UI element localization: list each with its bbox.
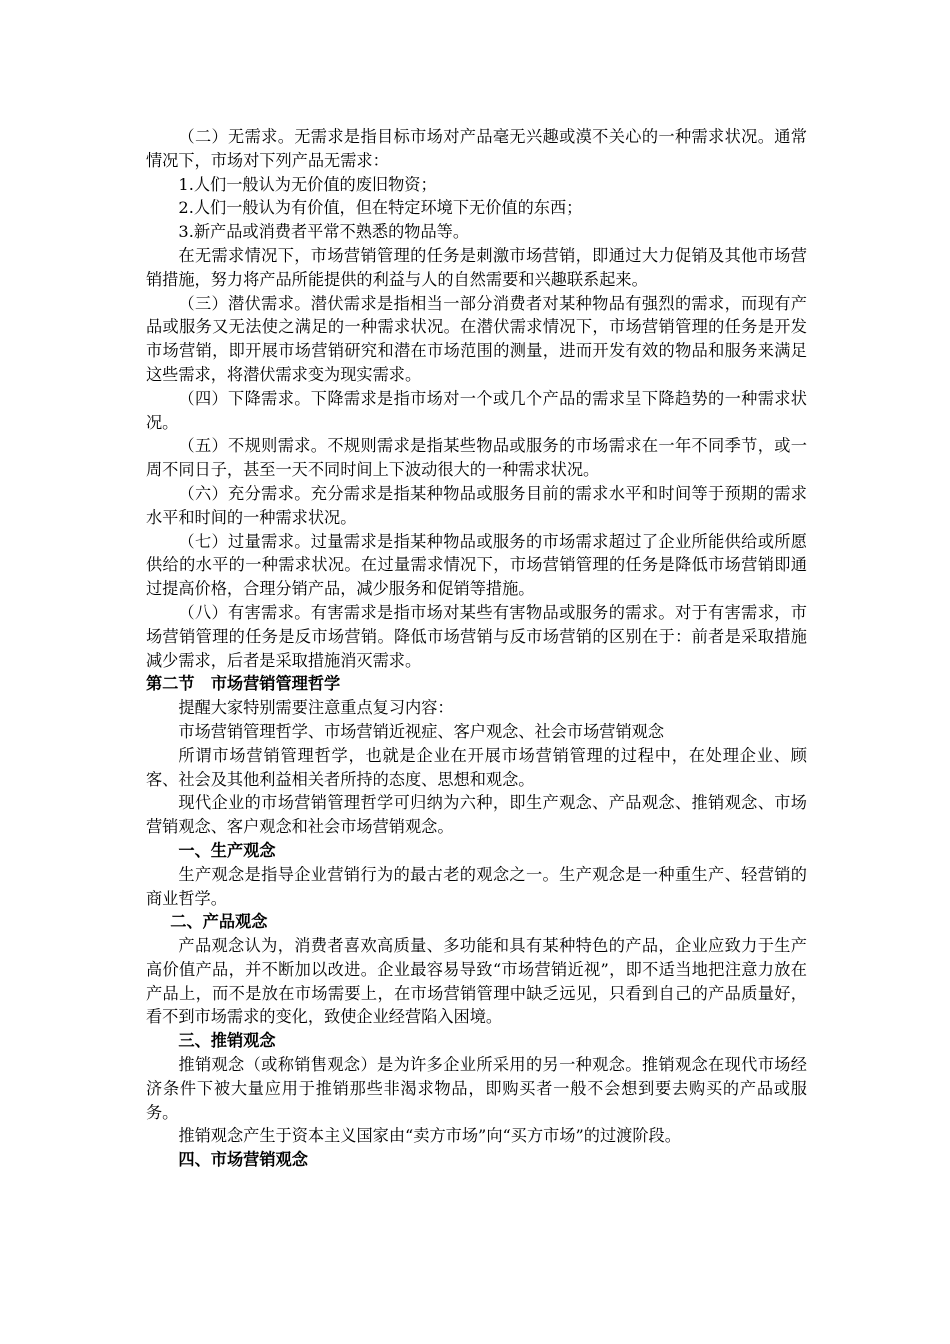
subheading-selling-concept: 三、推销观念: [178, 1031, 276, 1051]
list-item-2: 2.人们一般认为有价值，但在特定环境下无价值的东西；: [178, 198, 583, 218]
paragraph-no-demand: （二）无需求。无需求是指目标市场对产品毫无兴趣或漠不关心的一种需求状况。通常情况下，市场对下列产品无需求：: [146, 127, 807, 170]
list-item-1: 1.人们一般认为无价值的废旧物资；: [178, 174, 437, 194]
paragraph-selling-origin: 推销观念产生于资本主义国家由“卖方市场”向“买方市场”的过渡阶段。: [178, 1126, 681, 1146]
subheading-production-concept: 一、生产观念: [178, 840, 276, 860]
paragraph-full-demand: （六）充分需求。充分需求是指某种物品或服务目前的需求水平和时间等于预期的需求水平和时间的一种需求状况。: [146, 483, 807, 527]
paragraph-declining-demand: （四）下降需求。下降需求是指市场对一个或几个产品的需求呈下降趋势的一种需求状况。: [146, 388, 807, 432]
list-item-3: 3.新产品或消费者平常不熟悉的物品等。: [178, 222, 470, 242]
paragraph-review-topics: 市场营销管理哲学、市场营销近视症、客户观念、社会市场营销观念: [178, 721, 665, 741]
paragraph-philosophy-definition: 所谓市场营销管理哲学，也就是企业在开展市场营销管理的过程中，在处理企业、顾客、社会及其他利益相关者所持的态度、思想和观念。: [146, 745, 807, 789]
paragraph-latent-demand: （三）潜伏需求。潜伏需求是指相当一部分消费者对某种物品有强烈的需求，而现有产品或服务又无法使之满足的一种需求状况。在潜伏需求情况下，市场营销管理的任务是开发市场营销，即开展市场营销研究和潜在市场范围的测量，进而开发有效的物品和服务来满足这些需求，将潜伏需求变为现实需求。: [146, 293, 807, 384]
paragraph-irregular-demand: （五）不规则需求。不规则需求是指某些物品或服务的市场需求在一年不同季节，或一周不同日子，甚至一天不同时间上下波动很大的一种需求状况。: [146, 436, 807, 480]
section-heading: 第二节 市场营销管理哲学: [146, 674, 341, 694]
paragraph-six-concepts: 现代企业的市场营销管理哲学可归纳为六种，即生产观念、产品观念、推销观念、市场营销观念、客户观念和社会市场营销观念。: [146, 793, 807, 837]
paragraph-product-concept: 产品观念认为，消费者喜欢高质量、多功能和具有某种特色的产品，企业应致力于生产高价值产品，并不断加以改进。企业最容易导致“市场营销近视”，即不适当地把注意力放在产品上，而不是放在市场需要上，在市场营销管理中缺乏远见，只看到自己的产品质量好，看不到市场需求的变化，致使企业经营陷入困境。: [146, 936, 807, 1027]
paragraph-review-reminder: 提醒大家特别需要注意重点复习内容：: [178, 698, 454, 718]
subheading-product-concept: 二、产品观念: [170, 912, 268, 932]
paragraph-selling-concept: 推销观念（或称销售观念）是为许多企业所采用的另一种观念。推销观念在现代市场经济条件下被大量应用于推销那些非渴求物品，即购买者一般不会想到要去购买的产品或服务。: [146, 1055, 807, 1122]
paragraph-no-demand-task: 在无需求情况下，市场营销管理的任务是刺激市场营销，即通过大力促销及其他市场营销措施，努力将产品所能提供的利益与人的自然需要和兴趣联系起来。: [146, 245, 807, 289]
subheading-marketing-concept: 四、市场营销观念: [178, 1150, 308, 1170]
paragraph-excess-demand: （七）过量需求。过量需求是指某种物品或服务的市场需求超过了企业所能供给或所愿供给的水平的一种需求状况。在过量需求情况下，市场营销管理的任务是降低市场营销即通过提高价格，合理分销产品，减少服务和促销等措施。: [146, 531, 807, 599]
paragraph-harmful-demand: （八）有害需求。有害需求是指市场对某些有害物品或服务的需求。对于有害需求，市场营销管理的任务是反市场营销。降低市场营销与反市场营销的区别在于：前者是采取措施减少需求，后者是采取措施消灭需求。: [146, 602, 807, 670]
paragraph-production-concept: 生产观念是指导企业营销行为的最古老的观念之一。生产观念是一种重生产、轻营销的商业哲学。: [146, 864, 807, 908]
